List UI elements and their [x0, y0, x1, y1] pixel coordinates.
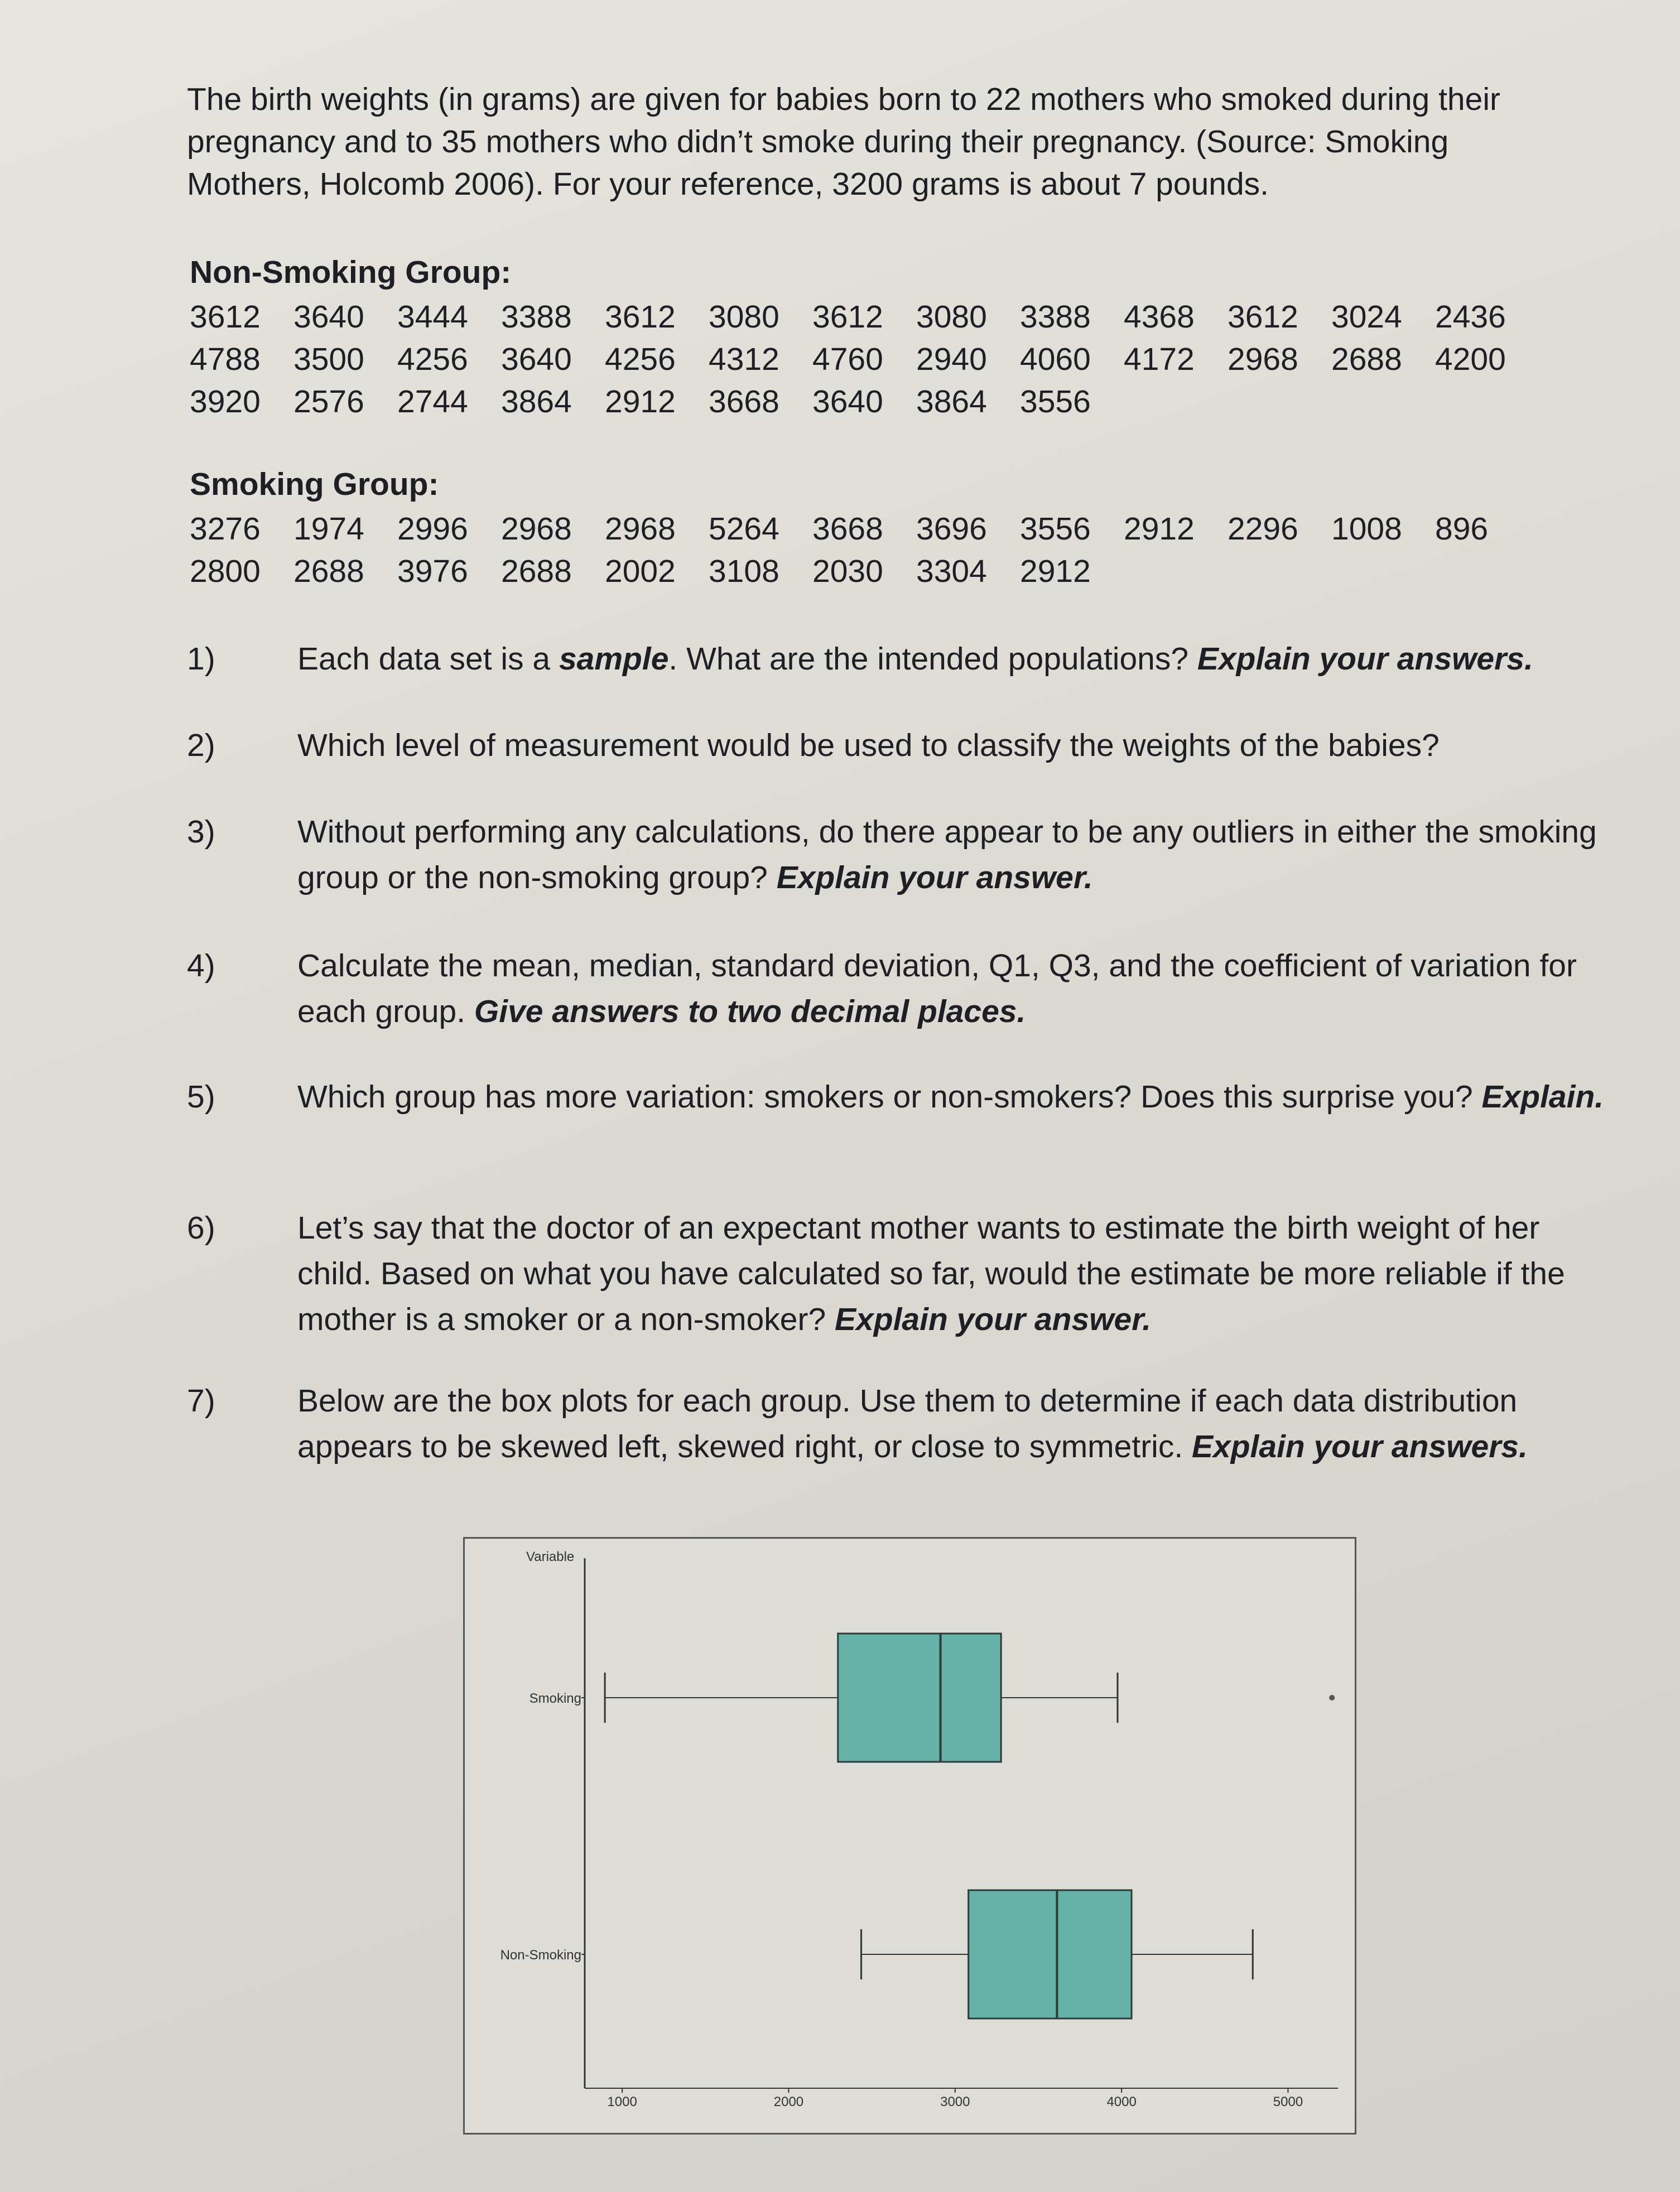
boxplot-chart: [463, 1537, 1356, 2135]
question-3: 3) Without performing any calculations, do there appear to be any outliers in either the smoking group or the non-smoking group? Explain your answer.: [187, 814, 1597, 895]
non-smoking-value: 2436: [1435, 299, 1506, 335]
non-smoking-box: [969, 1890, 1132, 2018]
smoking-value: 2002: [605, 553, 676, 589]
non-smoking-value: 3640: [293, 299, 364, 335]
smoking-value: 3976: [397, 553, 468, 589]
question-7: 7) Below are the box plots for each group. Use them to determine if each data distribution appears to be skewed left, skewed right, or close to symmetric. Explain your answers.: [187, 1383, 1528, 1464]
non-smoking-value: 2576: [293, 384, 364, 420]
smoking-value: 3304: [916, 553, 987, 589]
non-smoking-value: 3640: [501, 341, 572, 377]
non-smoking-value: 4368: [1124, 299, 1195, 335]
non-smoking-value: 4788: [190, 341, 261, 377]
non-smoking-value: 3388: [501, 299, 572, 335]
non-smoking-value: 3500: [293, 341, 364, 377]
smoking-row: [190, 508, 1539, 550]
non-smoking-value: 3556: [1020, 384, 1091, 420]
boxplot-svg: [465, 1539, 1355, 2133]
non-smoking-value: 4256: [605, 341, 676, 377]
smoking-category-label: Smoking: [529, 1691, 581, 1706]
question-1: 1) Each data set is a sample. What are the intended populations? Explain your answers.: [187, 641, 1533, 677]
non-smoking-value: 3080: [709, 299, 779, 335]
smoking-value: 3556: [1020, 511, 1091, 547]
non-smoking-value: 3612: [812, 299, 883, 335]
non-smoking-value: 3864: [501, 384, 572, 420]
x-tick-label: 5000: [1273, 2094, 1303, 2109]
smoking-value: 2912: [1124, 511, 1195, 547]
smoking-value: 3108: [709, 553, 779, 589]
y-axis-title: Variable: [526, 1549, 575, 1564]
non-smoking-value: 3612: [1227, 299, 1298, 335]
smoking-value: 2996: [397, 511, 468, 547]
non-smoking-value: 3920: [190, 384, 261, 420]
smoking-value: 1974: [293, 511, 364, 547]
non-smoking-value: 2744: [397, 384, 468, 420]
non-smoking-row: [190, 296, 1539, 338]
non-smoking-value: 2940: [916, 341, 987, 377]
question-6: 6) Let’s say that the doctor of an expectant mother wants to estimate the birth weight of her child. Based on what you have calculated so far, would the estimate be more reliable if the mother is a smoker or a non-smoker? Explain your answer.: [187, 1210, 1565, 1337]
smoking-value: 2030: [812, 553, 883, 589]
question-5: 5) Which group has more variation: smokers or non-smokers? Does this surprise you? Explain.: [187, 1079, 1604, 1115]
smoking-value: 3668: [812, 511, 883, 547]
smoking-value: 896: [1435, 511, 1489, 547]
non-smoking-row: [190, 338, 1539, 380]
question-4: 4) Calculate the mean, median, standard deviation, Q1, Q3, and the coefficient of variation for each group. Give answers to two decimal places.: [187, 948, 1577, 1029]
smoking-value: 2688: [501, 553, 572, 589]
smoking-value: 1008: [1331, 511, 1402, 547]
non-smoking-value: 3024: [1331, 299, 1402, 335]
smoking-value: 2968: [605, 511, 676, 547]
non-smoking-value: 3388: [1020, 299, 1091, 335]
smoking-value: 2688: [293, 553, 364, 589]
non-smoking-value: 3640: [812, 384, 883, 420]
smoking-value: 2912: [1020, 553, 1091, 589]
x-tick-label: 3000: [940, 2094, 970, 2109]
non-smoking-value: 3864: [916, 384, 987, 420]
non-smoking-value: 4172: [1124, 341, 1195, 377]
smoking-title: Smoking Group:: [190, 466, 439, 502]
non-smoking-value: 3612: [605, 299, 676, 335]
non-smoking-value: 4256: [397, 341, 468, 377]
smoking-value: 2800: [190, 553, 261, 589]
x-tick-label: 4000: [1106, 2094, 1137, 2109]
x-tick-label: 1000: [607, 2094, 637, 2109]
non-smoking-category-label: Non-Smoking: [500, 1948, 581, 1963]
non-smoking-value: 3612: [190, 299, 261, 335]
smoking-value: 2968: [501, 511, 572, 547]
non-smoking-value: 4760: [812, 341, 883, 377]
non-smoking-value: 4200: [1435, 341, 1506, 377]
non-smoking-value: 3668: [709, 384, 779, 420]
non-smoking-value: 4060: [1020, 341, 1091, 377]
smoking-outlier-point: [1329, 1695, 1335, 1700]
smoking-value: 3696: [916, 511, 987, 547]
question-2: 2) Which level of measurement would be used to classify the weights of the babies?: [187, 728, 1440, 763]
smoking-value: 5264: [709, 511, 779, 547]
non-smoking-value: 2912: [605, 384, 676, 420]
non-smoking-value: 3444: [397, 299, 468, 335]
non-smoking-value: 4312: [709, 341, 779, 377]
smoking-data: [190, 508, 1539, 592]
smoking-value: 2296: [1227, 511, 1298, 547]
smoking-value: 3276: [190, 511, 261, 547]
smoking-row: [190, 550, 1539, 592]
non-smoking-data: [190, 296, 1539, 423]
non-smoking-value: 2688: [1331, 341, 1402, 377]
non-smoking-value: 3080: [916, 299, 987, 335]
non-smoking-title: Non-Smoking Group:: [190, 254, 512, 290]
x-tick-label: 2000: [773, 2094, 804, 2109]
intro-paragraph: The birth weights (in grams) are given for babies born to 22 mothers who smoked during their pregnancy and to 35 mothers who didn’t smoke during their pregnancy. (Source: Smoking Mothers, Holcomb 2006). For your reference, 3200 grams is about 7 pounds.: [187, 81, 1500, 202]
non-smoking-value: 2968: [1227, 341, 1298, 377]
smoking-box: [838, 1634, 1001, 1762]
non-smoking-row: [190, 380, 1539, 423]
